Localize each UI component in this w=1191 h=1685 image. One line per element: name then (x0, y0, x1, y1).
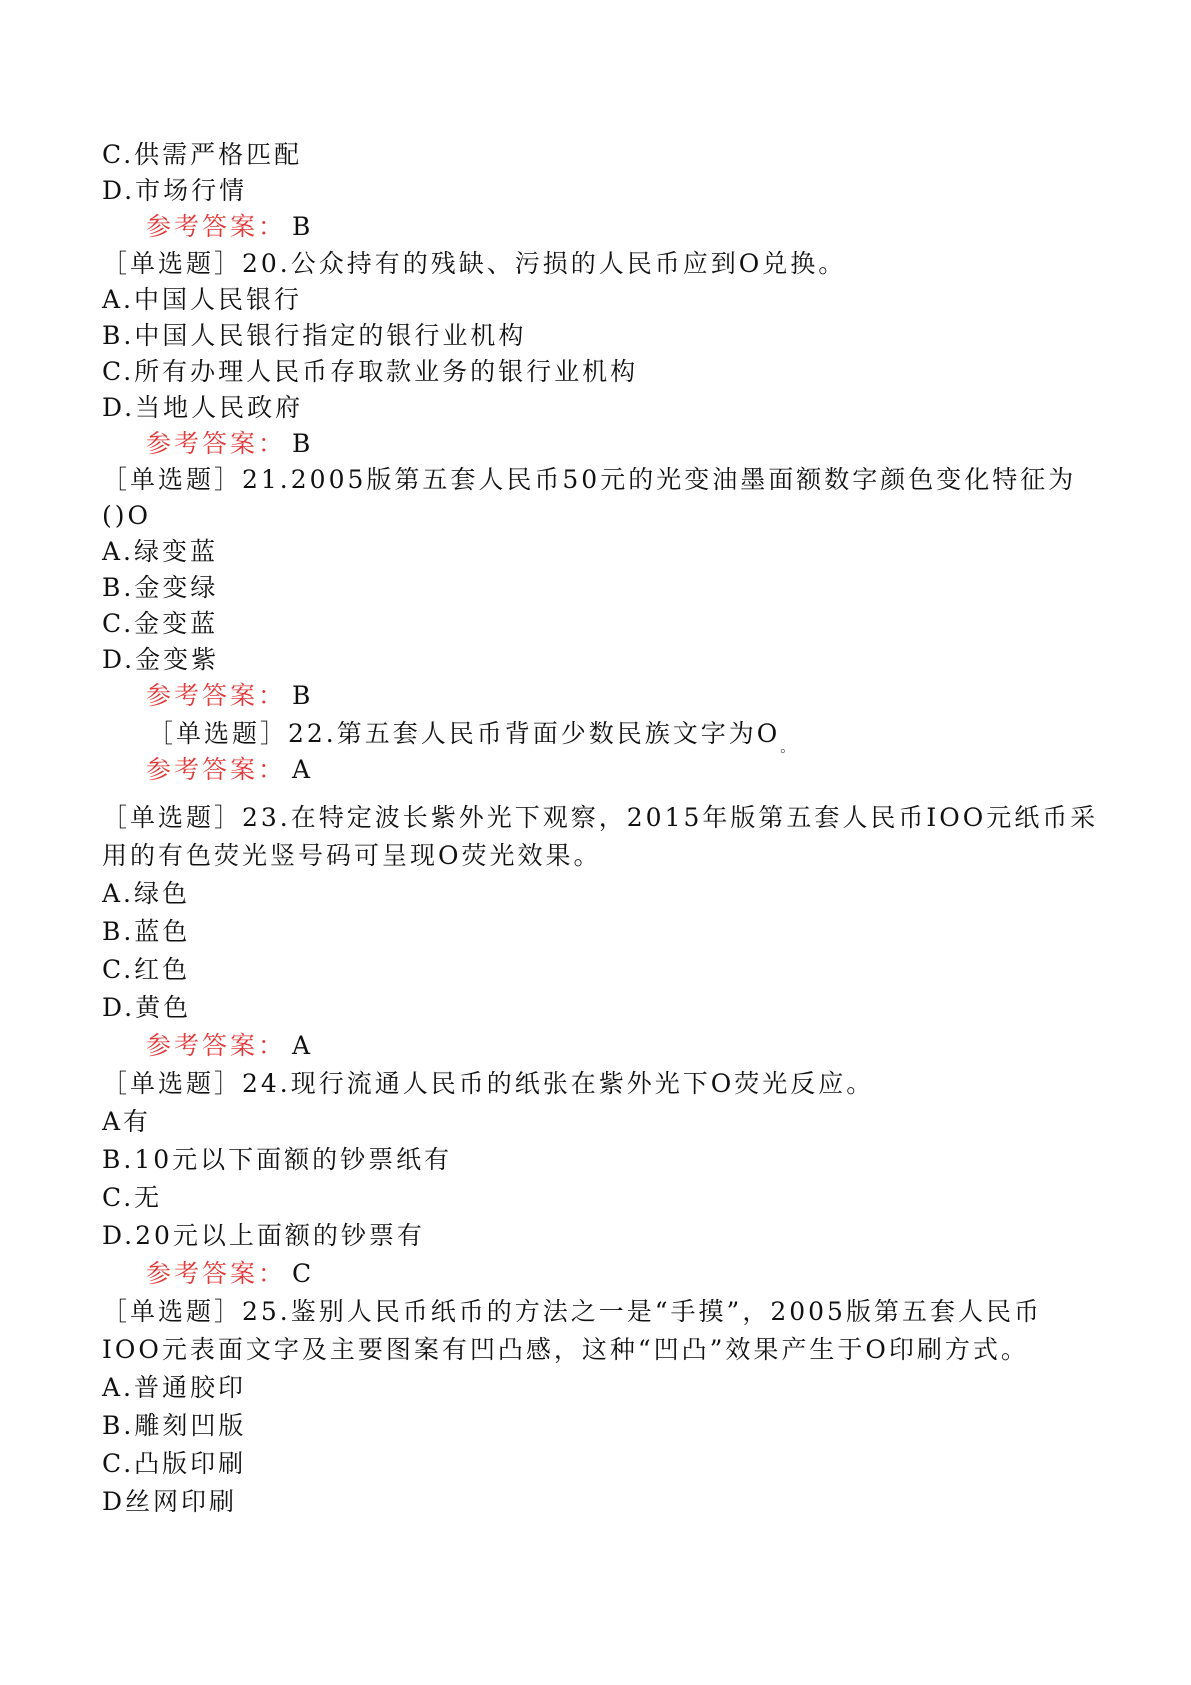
question-stem: ［单选题］23.在特定波长紫外光下观察，2015年版第五套人民币IOO元纸币采 (102, 803, 1099, 832)
question-stem-continued: IOO元表面文字及主要图案有凹凸感，这种“凹凸”效果产生于O印刷方式。 (102, 1335, 1029, 1364)
option-d: D.当地人民政府 (102, 393, 304, 422)
answer-line (146, 752, 313, 788)
option-c: C.凸版印刷 (102, 1449, 247, 1478)
answer-line (146, 1256, 314, 1292)
question-stem: ［单选题］24.现行流通人民币的纸张在紫外光下O荧光反应。 (102, 1069, 875, 1098)
option-a: A.绿色 (102, 879, 191, 908)
option-b: B.金变绿 (102, 573, 219, 602)
answer-label: 参考答案： (146, 681, 287, 710)
option-a: A.中国人民银行 (102, 285, 303, 314)
option-a: A有 (102, 1107, 152, 1136)
option-b: B.雕刻凹版 (102, 1411, 247, 1440)
option-b: B.10元以下面额的钞票纸有 (102, 1145, 453, 1174)
option-c: C.所有办理人民币存取款业务的银行业机构 (102, 357, 639, 386)
answer-label: 参考答案： (146, 429, 287, 458)
option-c: C.无 (102, 1183, 163, 1212)
answer-value: C (292, 1259, 315, 1288)
option-a: A.绿变蓝 (102, 537, 219, 566)
option-d: D.市场行情 (102, 176, 248, 205)
option-b: B.蓝色 (102, 917, 191, 946)
answer-label: 参考答案： (146, 1259, 287, 1288)
answer-line (146, 426, 313, 462)
answer-label: 参考答案： (146, 1031, 287, 1060)
answer-line (146, 1028, 313, 1064)
option-d: D.20元以上面额的钞票有 (102, 1221, 425, 1250)
option-b: B.中国人民银行指定的银行业机构 (102, 321, 527, 350)
option-d: D.金变紫 (102, 645, 220, 674)
answer-line (146, 209, 313, 245)
answer-label: 参考答案： (146, 212, 287, 241)
option-c: C.红色 (102, 955, 191, 984)
answer-value: B (292, 681, 314, 710)
answer-value: A (292, 1031, 314, 1060)
option-c: C.供需严格匹配 (102, 140, 303, 169)
question-stem: ［单选题］20.公众持有的残缺、污损的人民币应到O兑换。 (102, 249, 847, 278)
answer-value: A (292, 755, 314, 784)
period-mark: 。 (780, 740, 795, 756)
answer-value: B (292, 212, 314, 241)
answer-line (146, 678, 313, 714)
question-stem-continued: 用的有色荧光竖号码可呈现O荧光效果。 (102, 841, 602, 870)
question-stem: ［单选题］21.2005版第五套人民币50元的光变油墨面额数字颜色变化特征为 (102, 465, 1077, 494)
option-c: C.金变蓝 (102, 609, 219, 638)
option-d: D.黄色 (102, 993, 192, 1022)
answer-value: B (292, 429, 314, 458)
option-a: A.普通胶印 (102, 1373, 247, 1402)
answer-label: 参考答案： (146, 755, 287, 784)
question-stem: ［单选题］25.鉴别人民币纸币的方法之一是“手摸”，2005版第五套人民币 (102, 1297, 1042, 1326)
option-d: D丝网印刷 (102, 1487, 238, 1516)
question-stem-text: ［单选题］22.第五套人民币背面少数民族文字为O (148, 719, 781, 748)
question-stem-continued: ()O (102, 501, 152, 530)
